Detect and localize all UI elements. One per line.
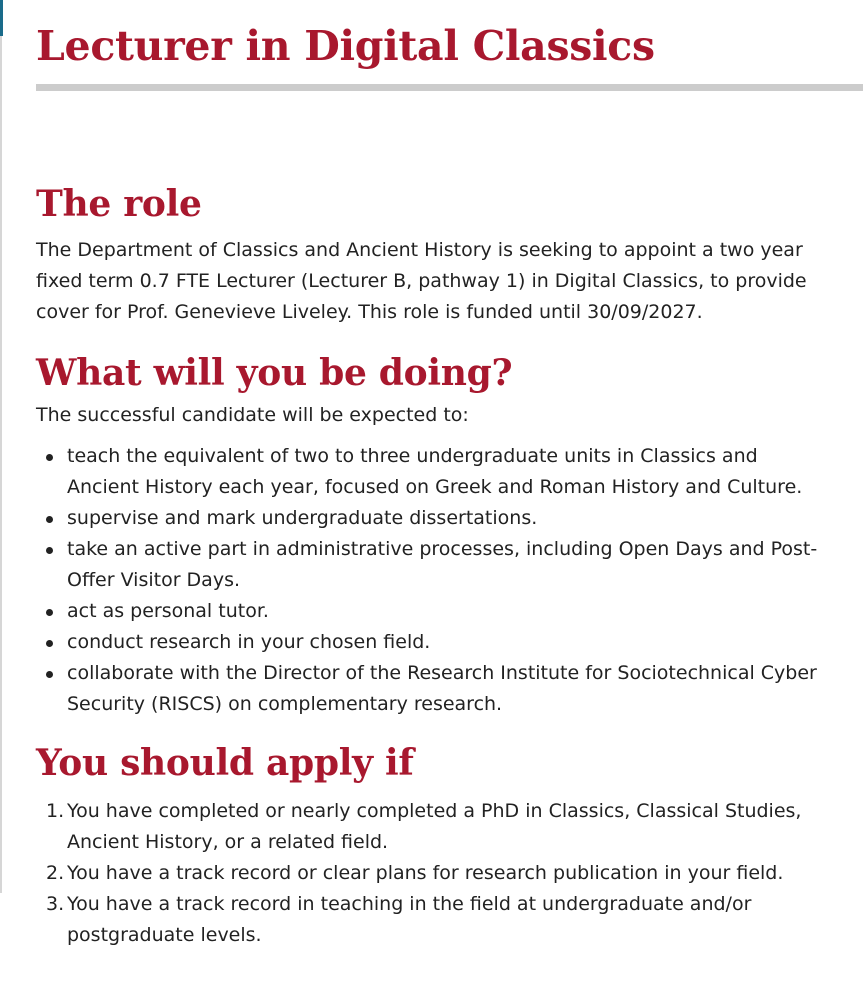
criterion-text: You have a track record or clear plans for research publication in your field.: [67, 862, 784, 884]
criterion-text: You have completed or nearly completed a PhD in Classics, Classical Studies, Ancient History, or a related field.: [67, 800, 802, 853]
bullet-icon: [46, 547, 53, 554]
title-divider: [36, 84, 863, 91]
list-item: [46, 889, 827, 951]
corner-accent: [0, 0, 3, 36]
duty-text: supervise and mark undergraduate dissertations.: [67, 507, 538, 529]
duties-intro: The successful candidate will be expected to:: [36, 404, 469, 426]
duty-text: conduct research in your chosen field.: [67, 631, 431, 653]
list-item: [67, 534, 827, 596]
bullet-icon: [46, 671, 53, 678]
bullet-icon: [46, 454, 53, 461]
criterion-text: You have a track record in teaching in the field at undergraduate and/or postgraduate levels.: [67, 893, 752, 946]
list-item: [67, 503, 827, 534]
duty-text: teach the equivalent of two to three undergraduate units in Classics and Ancient History each year, focused on Greek and Roman History and Culture.: [67, 445, 803, 498]
duty-text: act as personal tutor.: [67, 600, 269, 622]
role-heading: The role: [36, 183, 202, 225]
list-item: [67, 596, 827, 627]
bullet-icon: [46, 640, 53, 647]
list-item: [46, 796, 827, 858]
left-border-rule: [0, 0, 2, 893]
page-title: Lecturer in Digital Classics: [36, 22, 655, 70]
item-number: 1.: [46, 800, 65, 822]
role-description: The Department of Classics and Ancient History is seeking to appoint a two year fixed term 0.7 FTE Lecturer (Lecturer B, pathway 1) in Digital Classics, to provide cover for Prof. Genevieve Liveley. This role is funded until 30/09/2027.: [36, 239, 807, 323]
job-description: [36, 0, 863, 951]
duty-text: collaborate with the Director of the Research Institute for Sociotechnical Cyber Security (RISCS) on complementary research.: [67, 662, 817, 715]
list-item: [67, 627, 827, 658]
duty-text: take an active part in administrative processes, including Open Days and Post-Offer Visitor Days.: [67, 538, 818, 591]
apply-heading: You should apply if: [36, 742, 414, 784]
item-number: 3.: [46, 893, 65, 915]
item-number: 2.: [46, 862, 65, 884]
list-item: [46, 858, 827, 889]
list-item: [67, 658, 827, 720]
criteria-list: [36, 796, 863, 951]
duties-list: [36, 441, 863, 720]
duties-heading: What will you be doing?: [36, 352, 513, 394]
list-item: [67, 441, 827, 503]
bullet-icon: [46, 609, 53, 616]
bullet-icon: [46, 516, 53, 523]
